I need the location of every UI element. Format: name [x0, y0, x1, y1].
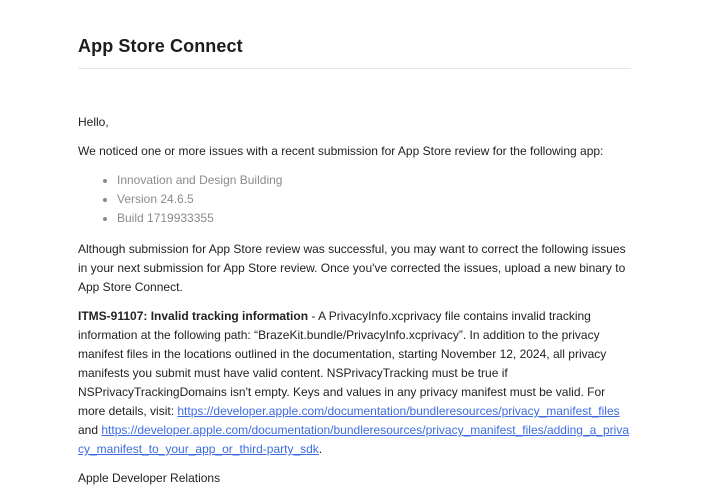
privacy-manifest-link-2[interactable]: https://developer.apple.com/documentation/bundleresources/privacy_manifest_files/adding_a_privacy_manifest_to_your_app_or_third-party_sdk — [78, 423, 630, 456]
list-item-app-name: • Innovation and Design Building — [117, 171, 631, 190]
signature-text: Apple Developer Relations — [78, 471, 221, 485]
email-body — [78, 69, 631, 488]
list-item-app-version: • Version 24.6.5 — [117, 190, 631, 209]
app-details-list — [78, 171, 631, 228]
issue-paragraph — [78, 307, 631, 459]
email-content — [78, 37, 631, 488]
link-connector: and — [78, 423, 102, 437]
issue-description: - A PrivacyInfo.xcprivacy file contains invalid tracking information at the following path: “BrazeKit.bundle/PrivacyInfo.xcprivacy”. In addition to the privacy manifest files in the locations outlined in the documentation, starting November 12, 2024, all privacy manifests you submit must have valid content. NSPrivacyTracking must be true if NSPrivacyTrackingDomains isn't empty. Keys and values in any privacy manifest must be valid. For more details, visit: — [78, 309, 607, 418]
advice-text: Although submission for App Store review was successful, you may want to correct the following issues in your next submission for App Store review. Once you've corrected the issues, upload a new binary to App Store Connect. — [78, 242, 626, 294]
list-item-app-build: • Build 1719933355 — [117, 209, 631, 228]
privacy-manifest-link-1[interactable]: https://developer.apple.com/documentation/bundleresources/privacy_manifest_files — [177, 404, 620, 418]
intro-text: We noticed one or more issues with a recent submission for App Store review for the following app: — [78, 144, 604, 158]
sentence-period: . — [318, 442, 323, 456]
issue-code-label: ITMS-91107: Invalid tracking information — [78, 309, 309, 323]
page-title: App Store Connect — [78, 36, 243, 56]
greeting-text: Hello, — [78, 115, 109, 129]
